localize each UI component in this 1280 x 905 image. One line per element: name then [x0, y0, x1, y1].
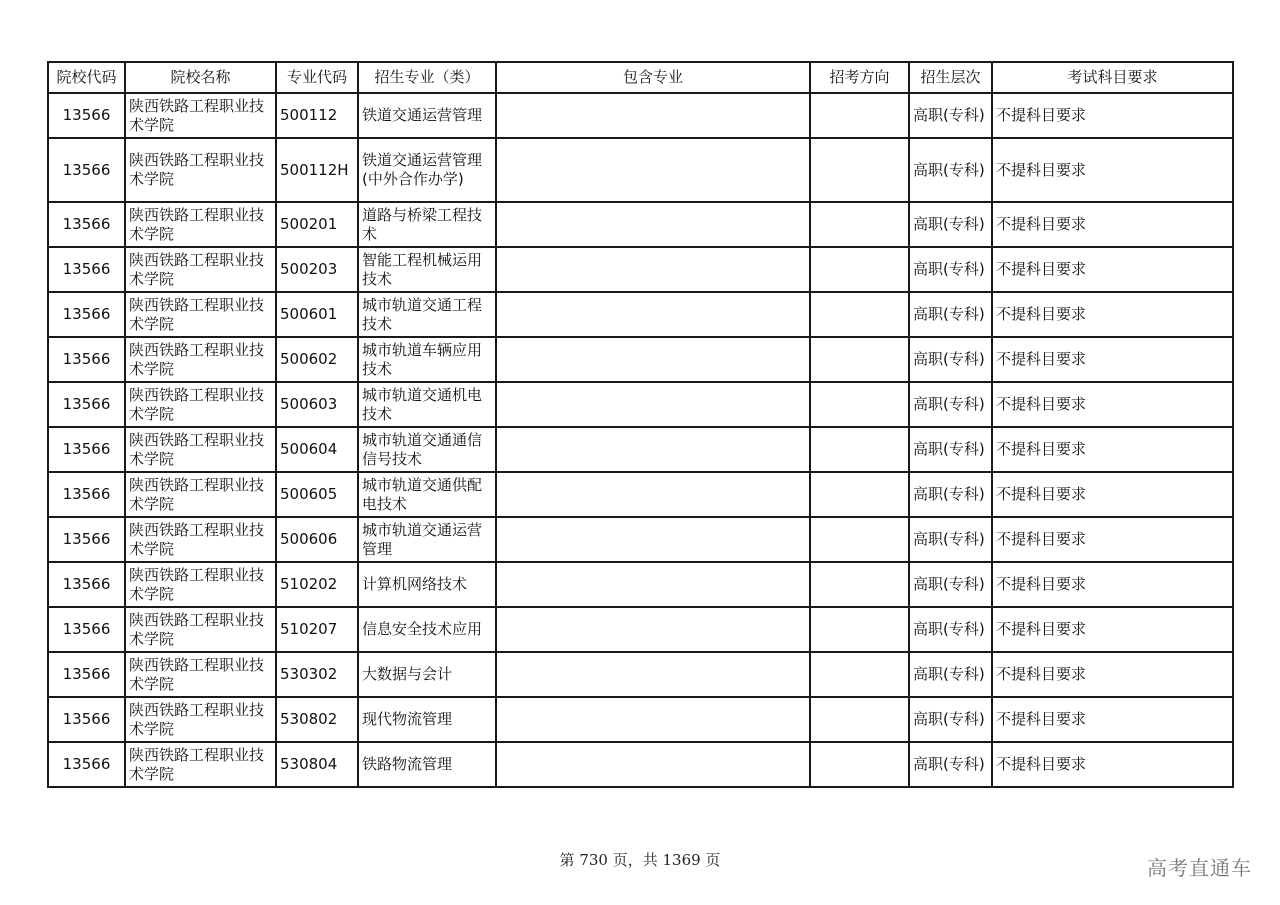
cell-major: 铁道交通运营管理(中外合作办学) [358, 138, 496, 202]
cell-school-code: 13566 [48, 337, 125, 382]
cell-major-code: 500203 [276, 247, 358, 292]
cell-major: 信息安全技术应用 [358, 607, 496, 652]
cell-major-code: 500112H [276, 138, 358, 202]
cell-included-majors [496, 562, 810, 607]
cell-major: 城市轨道交通机电技术 [358, 382, 496, 427]
cell-school-code: 13566 [48, 652, 125, 697]
table-row [48, 607, 1233, 652]
cell-included-majors [496, 742, 810, 787]
cell-school-name: 陕西铁路工程职业技术学院 [125, 93, 276, 138]
table-row [48, 697, 1233, 742]
cell-level: 高职(专科) [909, 247, 992, 292]
cell-level: 高职(专科) [909, 742, 992, 787]
cell-school-name: 陕西铁路工程职业技术学院 [125, 202, 276, 247]
cell-major: 道路与桥梁工程技术 [358, 202, 496, 247]
cell-level: 高职(专科) [909, 517, 992, 562]
cell-included-majors [496, 652, 810, 697]
table-row [48, 93, 1233, 138]
cell-major-code: 500602 [276, 337, 358, 382]
cell-major-code: 500603 [276, 382, 358, 427]
cell-school-code: 13566 [48, 517, 125, 562]
header-school-code: 院校代码 [48, 62, 125, 93]
cell-included-majors [496, 607, 810, 652]
cell-level: 高职(专科) [909, 562, 992, 607]
header-school-name: 院校名称 [125, 62, 276, 93]
cell-level: 高职(专科) [909, 697, 992, 742]
cell-direction [810, 562, 909, 607]
cell-requirement: 不提科目要求 [992, 292, 1233, 337]
cell-direction [810, 247, 909, 292]
cell-school-name: 陕西铁路工程职业技术学院 [125, 382, 276, 427]
cell-major: 智能工程机械运用技术 [358, 247, 496, 292]
cell-requirement: 不提科目要求 [992, 517, 1233, 562]
header-included-majors: 包含专业 [496, 62, 810, 93]
cell-major: 城市轨道车辆应用技术 [358, 337, 496, 382]
cell-direction [810, 697, 909, 742]
cell-direction [810, 472, 909, 517]
cell-major-code: 530804 [276, 742, 358, 787]
cell-school-code: 13566 [48, 382, 125, 427]
cell-included-majors [496, 337, 810, 382]
cell-included-majors [496, 138, 810, 202]
cell-included-majors [496, 93, 810, 138]
page-number: 第 730 页，共 1369 页 [559, 851, 721, 869]
cell-included-majors [496, 697, 810, 742]
cell-requirement: 不提科目要求 [992, 247, 1233, 292]
header-major-code: 专业代码 [276, 62, 358, 93]
header-major: 招生专业（类） [358, 62, 496, 93]
cell-included-majors [496, 202, 810, 247]
cell-level: 高职(专科) [909, 337, 992, 382]
cell-school-name: 陕西铁路工程职业技术学院 [125, 247, 276, 292]
cell-direction [810, 652, 909, 697]
cell-major-code: 500201 [276, 202, 358, 247]
cell-school-code: 13566 [48, 202, 125, 247]
cell-included-majors [496, 382, 810, 427]
cell-included-majors [496, 472, 810, 517]
cell-direction [810, 607, 909, 652]
cell-requirement: 不提科目要求 [992, 607, 1233, 652]
cell-school-name: 陕西铁路工程职业技术学院 [125, 562, 276, 607]
cell-major: 城市轨道交通运营管理 [358, 517, 496, 562]
cell-requirement: 不提科目要求 [992, 427, 1233, 472]
cell-direction [810, 382, 909, 427]
cell-level: 高职(专科) [909, 138, 992, 202]
table-row [48, 382, 1233, 427]
table-body [48, 93, 1233, 787]
cell-level: 高职(专科) [909, 292, 992, 337]
cell-level: 高职(专科) [909, 427, 992, 472]
cell-direction [810, 742, 909, 787]
cell-major: 大数据与会计 [358, 652, 496, 697]
header-requirement: 考试科目要求 [992, 62, 1233, 93]
cell-school-code: 13566 [48, 93, 125, 138]
cell-school-name: 陕西铁路工程职业技术学院 [125, 742, 276, 787]
cell-direction [810, 427, 909, 472]
cell-level: 高职(专科) [909, 202, 992, 247]
cell-requirement: 不提科目要求 [992, 138, 1233, 202]
cell-major: 城市轨道交通供配电技术 [358, 472, 496, 517]
cell-major: 计算机网络技术 [358, 562, 496, 607]
cell-major: 铁路物流管理 [358, 742, 496, 787]
header-row [48, 62, 1233, 93]
cell-school-code: 13566 [48, 607, 125, 652]
cell-level: 高职(专科) [909, 652, 992, 697]
header-direction: 招考方向 [810, 62, 909, 93]
major-table [47, 61, 1234, 788]
cell-school-code: 13566 [48, 292, 125, 337]
cell-school-name: 陕西铁路工程职业技术学院 [125, 652, 276, 697]
cell-requirement: 不提科目要求 [992, 93, 1233, 138]
cell-major-code: 530802 [276, 697, 358, 742]
cell-school-name: 陕西铁路工程职业技术学院 [125, 427, 276, 472]
cell-included-majors [496, 292, 810, 337]
cell-level: 高职(专科) [909, 607, 992, 652]
cell-requirement: 不提科目要求 [992, 472, 1233, 517]
table-row [48, 517, 1233, 562]
cell-school-code: 13566 [48, 427, 125, 472]
table-row [48, 202, 1233, 247]
cell-major: 铁道交通运营管理 [358, 93, 496, 138]
cell-major-code: 530302 [276, 652, 358, 697]
cell-major: 城市轨道交通工程技术 [358, 292, 496, 337]
cell-school-code: 13566 [48, 562, 125, 607]
cell-requirement: 不提科目要求 [992, 562, 1233, 607]
cell-major-code: 510202 [276, 562, 358, 607]
cell-school-code: 13566 [48, 742, 125, 787]
table-row [48, 742, 1233, 787]
cell-requirement: 不提科目要求 [992, 337, 1233, 382]
cell-school-code: 13566 [48, 697, 125, 742]
header-level: 招生层次 [909, 62, 992, 93]
cell-school-code: 13566 [48, 138, 125, 202]
cell-school-name: 陕西铁路工程职业技术学院 [125, 138, 276, 202]
cell-direction [810, 202, 909, 247]
cell-requirement: 不提科目要求 [992, 652, 1233, 697]
cell-school-name: 陕西铁路工程职业技术学院 [125, 472, 276, 517]
cell-level: 高职(专科) [909, 93, 992, 138]
cell-requirement: 不提科目要求 [992, 742, 1233, 787]
table-row [48, 472, 1233, 517]
cell-requirement: 不提科目要求 [992, 382, 1233, 427]
cell-included-majors [496, 517, 810, 562]
watermark: 高考直通车 [1147, 856, 1252, 880]
cell-level: 高职(专科) [909, 472, 992, 517]
cell-school-name: 陕西铁路工程职业技术学院 [125, 292, 276, 337]
cell-direction [810, 138, 909, 202]
table-row [48, 292, 1233, 337]
table-row [48, 247, 1233, 292]
cell-school-name: 陕西铁路工程职业技术学院 [125, 337, 276, 382]
table-row [48, 337, 1233, 382]
table-row [48, 562, 1233, 607]
cell-major: 现代物流管理 [358, 697, 496, 742]
cell-school-name: 陕西铁路工程职业技术学院 [125, 517, 276, 562]
cell-school-code: 13566 [48, 247, 125, 292]
cell-major-code: 500605 [276, 472, 358, 517]
cell-level: 高职(专科) [909, 382, 992, 427]
cell-school-code: 13566 [48, 472, 125, 517]
table-row [48, 652, 1233, 697]
cell-included-majors [496, 427, 810, 472]
cell-included-majors [496, 247, 810, 292]
table-row [48, 427, 1233, 472]
cell-major-code: 500604 [276, 427, 358, 472]
cell-school-name: 陕西铁路工程职业技术学院 [125, 607, 276, 652]
cell-direction [810, 517, 909, 562]
cell-major-code: 500601 [276, 292, 358, 337]
cell-direction [810, 337, 909, 382]
table-row [48, 138, 1233, 202]
cell-major-code: 500606 [276, 517, 358, 562]
cell-requirement: 不提科目要求 [992, 202, 1233, 247]
cell-requirement: 不提科目要求 [992, 697, 1233, 742]
cell-school-name: 陕西铁路工程职业技术学院 [125, 697, 276, 742]
cell-direction [810, 93, 909, 138]
cell-major-code: 500112 [276, 93, 358, 138]
cell-direction [810, 292, 909, 337]
cell-major: 城市轨道交通通信信号技术 [358, 427, 496, 472]
cell-major-code: 510207 [276, 607, 358, 652]
